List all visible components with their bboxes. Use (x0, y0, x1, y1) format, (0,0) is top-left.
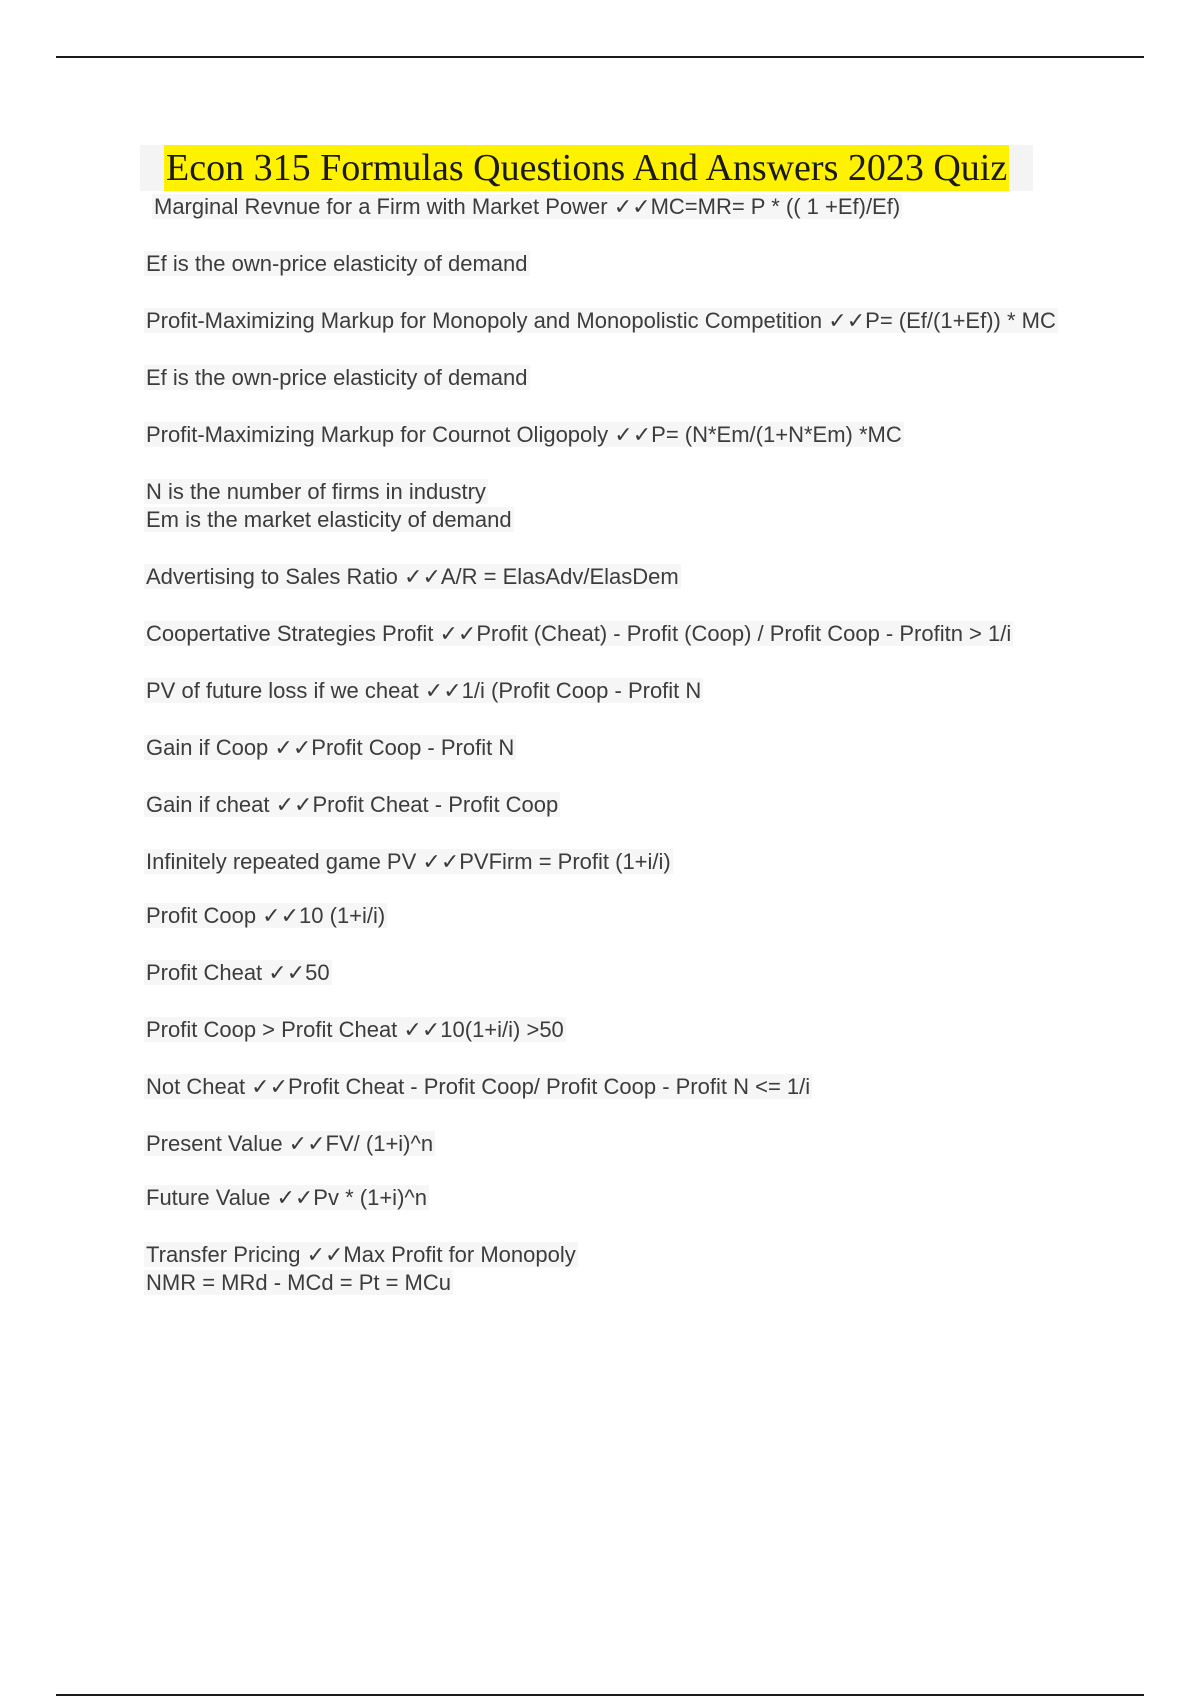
formula-entry: Profit-Maximizing Markup for Cournot Oligopoly ✓✓P= (N*Em/(1+N*Em) *MC (146, 422, 902, 447)
formula-entry: Gain if Coop ✓✓Profit Coop - Profit N (146, 735, 515, 760)
footer-rule (56, 1694, 1144, 1696)
formula-entry: Ef is the own-price elasticity of demand (146, 365, 528, 390)
header-rule (56, 56, 1144, 58)
document-body (144, 145, 1084, 1297)
formula-entry: Present Value ✓✓FV/ (1+i)^n (146, 1131, 434, 1156)
formula-entry: Em is the market elasticity of demand (146, 507, 512, 532)
formula-entry: Transfer Pricing ✓✓Max Profit for Monopoly (146, 1242, 576, 1267)
formula-entry: Not Cheat ✓✓Profit Cheat - Profit Coop/ Profit Coop - Profit N <= 1/i (146, 1074, 811, 1099)
formula-entry: Ef is the own-price elasticity of demand (146, 251, 528, 276)
formula-entry: Profit Coop ✓✓10 (1+i/i) (146, 903, 386, 928)
formula-entry: Profit Coop > Profit Cheat ✓✓10(1+i/i) >50 (146, 1017, 564, 1042)
formula-entry: Profit Cheat ✓✓50 (146, 960, 330, 985)
formula-entry: Marginal Revnue for a Firm with Market Power ✓✓MC=MR= P * (( 1 +Ef)/Ef) (154, 194, 901, 219)
document-title: Econ 315 Formulas Questions And Answers 2023 Quiz (166, 147, 1008, 189)
formula-entry: Profit-Maximizing Markup for Monopoly and Monopolistic Competition ✓✓P= (Ef/(1+Ef)) * MC (146, 308, 1056, 333)
formula-entry: Advertising to Sales Ratio ✓✓A/R = ElasAdv/ElasDem (146, 564, 679, 589)
formula-entry: Gain if cheat ✓✓Profit Cheat - Profit Coop (146, 792, 559, 817)
formula-entry: Future Value ✓✓Pv * (1+i)^n (146, 1185, 427, 1210)
formula-entry: Infinitely repeated game PV ✓✓PVFirm = Profit (1+i/i) (146, 849, 671, 874)
formula-entry: Coopertative Strategies Profit ✓✓Profit (Cheat) - Profit (Coop) / Profit Coop - Profitn > 1/i (146, 621, 1012, 646)
formula-entry: PV of future loss if we cheat ✓✓1/i (Profit Coop - Profit N (146, 678, 702, 703)
title-block (140, 145, 1033, 191)
formula-entry: NMR = MRd - MCd = Pt = MCu (146, 1270, 452, 1295)
formula-entry: N is the number of firms in industry (146, 479, 486, 504)
